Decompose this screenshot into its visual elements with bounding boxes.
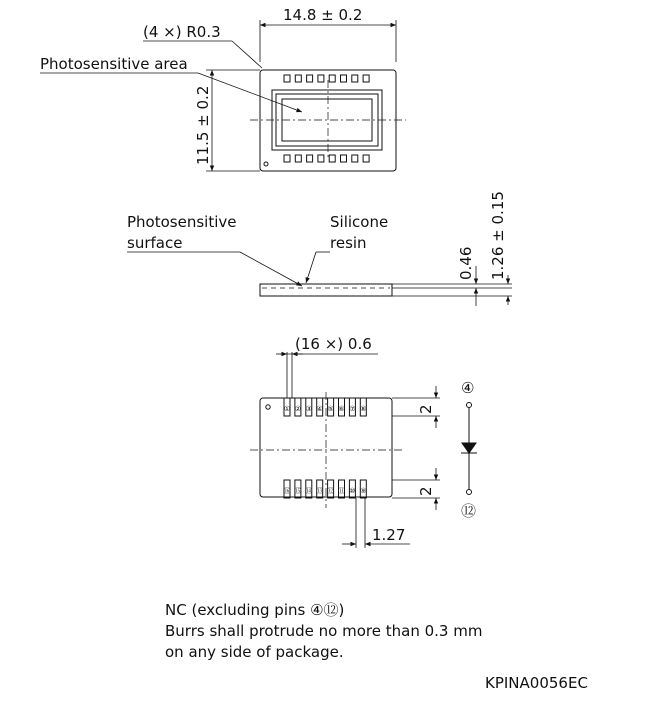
- pin-number: ⑦: [349, 405, 356, 413]
- pin-number: ⑤: [327, 405, 334, 413]
- width-dimension: 14.8 ± 0.2: [283, 6, 363, 24]
- pin-number: ⑮: [294, 487, 302, 495]
- resin-label-line2: resin: [330, 234, 367, 252]
- thickness-dimension: 1.26 ± 0.15: [489, 191, 507, 280]
- pin-pitch-dimension: 1.27: [372, 526, 406, 544]
- diode-symbol: [462, 443, 476, 453]
- photosensitive-area-label: Photosensitive area: [40, 55, 188, 73]
- top-view-pad: [341, 75, 347, 82]
- surface-leader: [240, 252, 302, 286]
- notes-block: [165, 600, 482, 663]
- pin-number: ⑨: [360, 487, 367, 495]
- top-view-pad: [341, 155, 347, 162]
- surface-label-line1: Photosensitive: [127, 213, 237, 231]
- height-dimension: 11.5 ± 0.2: [194, 85, 212, 165]
- drawing-code: KPINA0056EC: [485, 674, 588, 692]
- pin-number: ⑯: [283, 487, 291, 495]
- top-view-pad: [352, 155, 358, 162]
- thin-dimension: 0.46: [457, 246, 475, 280]
- pin-number: ⑥: [338, 405, 345, 413]
- pin-number: ③: [305, 405, 312, 413]
- bottom-view: [250, 335, 440, 548]
- top-view-pad: [284, 75, 290, 82]
- pin-number: ⑫: [327, 487, 335, 495]
- pin-number: ②: [294, 405, 302, 413]
- index-mark: [264, 162, 268, 166]
- top-view: [40, 6, 406, 171]
- top-view-pad: [307, 155, 313, 162]
- top-view-pad: [284, 155, 290, 162]
- pad-length-top: 2: [417, 404, 435, 414]
- pin-number: ⑧: [360, 405, 367, 413]
- note-line: on any side of package.: [165, 643, 344, 661]
- area-leader: [198, 73, 302, 112]
- pin-number: ⑭: [305, 487, 313, 495]
- top-view-pad: [307, 75, 313, 82]
- pad-length-bottom: 2: [417, 486, 435, 496]
- top-view-pad: [318, 75, 324, 82]
- top-view-pad: [363, 75, 369, 82]
- surface-label-line2: surface: [127, 234, 183, 252]
- corner-radius-label: (4 ×) R0.3: [143, 23, 221, 41]
- top-view-pad: [363, 155, 369, 162]
- corner-radius-leader: [232, 41, 262, 68]
- pin1-index-mark: [266, 405, 270, 409]
- cathode-pin-label: ⑫: [461, 502, 477, 520]
- pin-width-dimension: (16 ×) 0.6: [295, 335, 372, 353]
- top-view-pad: [329, 75, 335, 82]
- pin-number: ⑩: [349, 487, 356, 495]
- anode-pin-label: ④: [461, 379, 475, 397]
- photodiode-schematic: [461, 379, 477, 520]
- resin-leader: [306, 252, 316, 283]
- resin-label-line1: Silicone: [330, 213, 389, 231]
- pin-number: ①: [283, 405, 291, 413]
- top-view-pad: [318, 155, 324, 162]
- pin-number: ④: [316, 405, 323, 413]
- top-view-pad: [295, 155, 301, 162]
- side-view: [127, 191, 512, 306]
- note-line: Burrs shall protrude no more than 0.3 mm: [165, 622, 483, 640]
- top-view-pad: [329, 155, 335, 162]
- pin-number: ⑬: [316, 487, 324, 495]
- note-line: NC (excluding pins ④⑫): [165, 601, 345, 619]
- pin-number: ⑪: [338, 487, 345, 495]
- top-view-pad: [295, 75, 301, 82]
- package-body-side: [260, 284, 392, 296]
- top-view-pad: [352, 75, 358, 82]
